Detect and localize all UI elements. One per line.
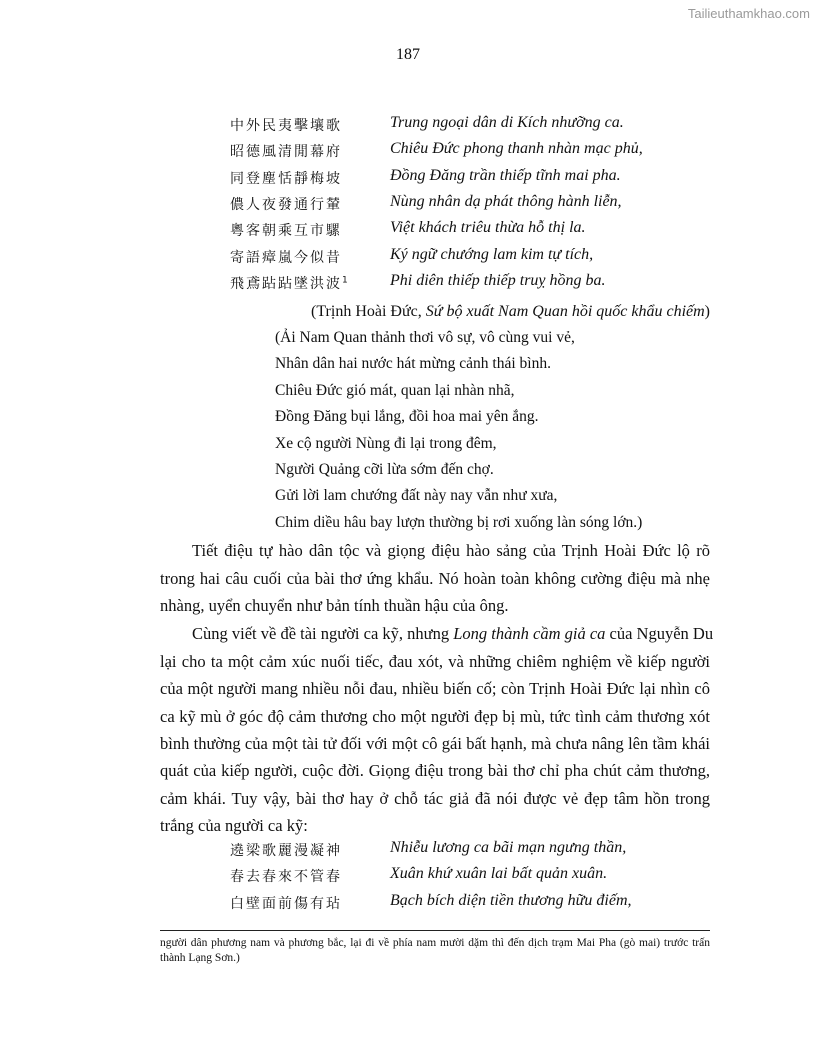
poem-1-attribution [311,303,710,321]
translation-line: (Ải Nam Quan thảnh thơi vô sự, vô cùng vui vẻ, [275,329,575,346]
translation-line: Chiêu Đức gió mát, quan lại nhàn nhã, [275,381,515,399]
page-number: 187 [396,46,420,63]
poem-line-han: 遶梁歌麗漫凝神 [230,843,342,859]
poem-line-han [230,273,350,293]
poem-line-viet: Ký ngữ chướng lam kim tự tích, [390,245,594,263]
poem-line-han: 白壁面前傷有玷 [230,895,342,912]
paragraph-line: của một người mang nhiều nỗi đau, nhiều biến cố; còn Trịnh Hoài Đức lại nhìn cô [160,679,710,699]
translation-line: Nhân dân hai nước hát mừng cảnh thái bình. [275,355,551,373]
paragraph-line: cảm khái. Tuy vậy, bài thơ hay ở chỗ tác giả đã nói được vẻ đẹp tâm hồn trong [160,788,710,808]
attribution-author: (Trịnh Hoài Đức, [311,303,426,320]
paragraph-line: nhàng, uyển chuyển như bản tính thuần hậu của ông. [160,596,509,616]
poem-line-han: 中外民夷擊壤歌 [230,118,342,134]
attribution-close: ) [704,303,710,320]
footnote-marker[interactable]: 1 [342,275,350,286]
watermark: Tailieuthamkhao.com [687,6,810,21]
poem-line-viet: Chiêu Đức phong thanh nhàn mạc phủ, [390,140,643,158]
poem-line-viet: Đồng Đăng trần thiếp tĩnh mai pha. [390,166,621,184]
poem-line-viet: Việt khách triêu thừa hỗ thị la. [390,219,586,237]
paragraph-2-first-line [160,624,714,644]
paragraph-line: Tiết điệu tự hào dân tộc và giọng điệu hào sảng của Trịnh Hoài Đức lộ rõ [192,541,710,560]
paragraph-line: bình thường của một tài tử đối với một cô gái bất hạnh, mà chưa nâng lên tầm khái [160,733,710,753]
attribution-title: Sứ bộ xuất Nam Quan hồi quốc khẩu chiếm [425,303,705,320]
translation-line: Chim diều hâu bay lượn thường bị rơi xuống làn sóng lớn.) [275,513,643,531]
poem-line-han: 寄語瘴嵐今似昔 [230,249,342,266]
poem-line-viet: Bạch bích diện tiền thương hữu điếm, [390,891,632,909]
translation-line: Gửi lời lam chướng đất này nay vẫn như xưa, [275,487,558,505]
poem-line-viet: Xuân khứ xuân lai bất quản xuân. [390,865,608,883]
poem-line-han: 同登塵恬靜梅坡 [230,170,342,187]
poem-line-viet: Nùng nhân dạ phát thông hành liễn, [390,192,622,210]
paragraph-line: ca kỹ mù ở góc độ cảm thương cho một người đẹp bị mù, tức tình cảm thương xót [160,706,710,726]
poem-line-han: 春去春來不管春 [230,869,342,886]
paragraph-line: trong hai câu cuối của bài thơ ứng khẩu. Nó hoàn toàn không cường điệu mà nhẹ [160,568,710,588]
poem-line-han: 昭德風清閒幕府 [230,144,342,161]
text: Cùng viết về đề tài người ca kỹ, nhưng [192,624,454,643]
footnote-text: người dân phương nam và phương bắc, lại đi về phía nam mười dặm thì đến dịch trạm Mai Pha (gò mai) trước trấn thành Lạng Sơn.) [160,937,710,964]
poem-line-viet: Nhiễu lương ca bãi mạn ngưng thần, [390,839,627,856]
poem-line-viet: Phi diên thiếp thiếp truỵ hồng ba. [390,271,606,289]
text: của Nguyễn Du [605,624,714,643]
translation-line: Xe cộ người Nùng đi lại trong đêm, [275,434,497,452]
footnote-rule [160,930,710,931]
poem-line-han: 儂人夜發通行輦 [230,196,342,213]
translation-line: Người Quảng cỡi lừa sớm đến chợ. [275,461,494,478]
poem-line-viet: Trung ngoại dân di Kích nhưỡng ca. [390,114,624,131]
han-text: 飛鳶跕跕墜洪波 [230,275,342,292]
paragraph-line: trắng của người ca kỹ: [160,815,308,835]
paragraph-line: quát của kiếp người, cuộc đời. Giọng điệu trong bài thơ chỉ pha chút cảm thương, [160,761,710,781]
translation-line: Đồng Đăng bụi lắng, đồi hoa mai yên ắng. [275,408,539,426]
poem-line-han: 粵客朝乘互市騾 [230,223,342,240]
work-title: Long thành cầm giả ca [453,624,606,643]
paragraph-line: lại cho ta một cảm xúc nuối tiếc, đau xót, và những chiêm nghiệm về kiếp người [160,652,710,671]
